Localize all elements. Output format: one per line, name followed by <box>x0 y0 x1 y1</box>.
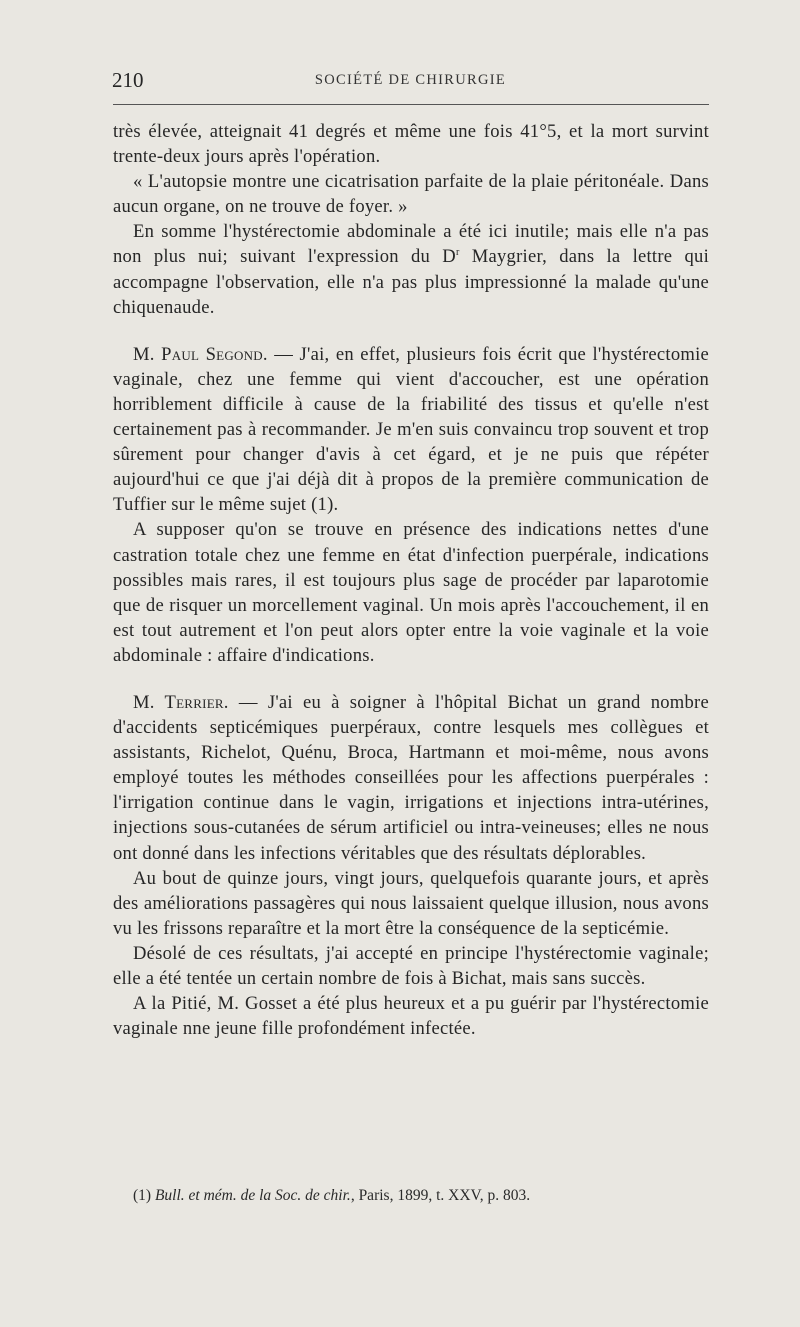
paragraph-9: A la Pitié, M. Gosset a été plus heureux et a pu guérir par l'hystérectomie vaginale nne jeune fille profondément infectée. <box>113 993 709 1040</box>
terrier-text: — J'ai eu à soigner à l'hôpital Bichat un grand nombre d'accidents septicémiques puerpéraux, contre lesquels mes collègues et assistants, Richelot, Quénu, Broca, Hartmann et moi-même, nous avons employé toutes les méthodes conseillées pour les affections puerpérales : l'irrigation continue dans le vagin, irrigations et injections intra-utérines, injections sous-cutanées de sérum artificiel ou intra-veineuses; elles ne nous ont donné dans les infections véritables que des résultats déplorables. <box>113 691 709 864</box>
footnote-journal: Bull. et mém. de la Soc. de chir. <box>154 1187 351 1204</box>
footnote-citation: , Paris, 1899, t. XXV, p. 803. <box>350 1187 531 1204</box>
paragraph-5: A supposer qu'on se trouve en présence des indications nettes d'une castration totale chez une femme en état d'infection puerpérale, indications possibles mais rares, il est toujours plus sage de procéder par laparotomie que de risquer un morcellement vaginal. Un mois après l'accouchement, il en est tout autrement et l'on peut alors opter entre la voie vaginale et la voie abdominale : affaire d'indications. <box>113 519 709 666</box>
page-header <box>112 68 709 98</box>
paragraph-2: « L'autopsie montre une cicatrisation parfaite de la plaie péritonéale. Dans aucun organe, on ne trouve de foyer. » <box>113 171 709 218</box>
body-text <box>113 119 709 1041</box>
speaker-terrier: M. Terrier. <box>133 691 229 713</box>
footnote <box>133 1186 693 1206</box>
paragraph-3 <box>113 219 709 319</box>
running-title: SOCIÉTÉ DE CHIRURGIE <box>314 72 507 88</box>
footnote-marker: (1) <box>133 1187 155 1204</box>
header-rule <box>113 104 709 105</box>
page-number: 210 <box>112 68 144 92</box>
paragraph-segond <box>113 342 709 518</box>
paragraph-3-text-start: En somme l'hystérectomie abdominale a été ici inutile; mais elle n'a pas non plus nui; suivant l'expression du D <box>113 221 709 268</box>
doctor-superscript: r <box>455 247 460 259</box>
speaker-segond: M. Paul Segond. <box>133 343 268 365</box>
paragraph-7: Au bout de quinze jours, vingt jours, quelquefois quarante jours, et après des améliorations passagères qui nous laissaient quelque illusion, nous avons vu les frissons reparaître et la mort être la conséquence de la septicémie. <box>113 867 709 939</box>
paragraph-8: Désolé de ces résultats, j'ai accepté en principe l'hystérectomie vaginale; elle a été tentée un certain nombre de fois à Bichat, mais sans succès. <box>113 942 709 989</box>
paragraph-3-text-end: Maygrier, dans la lettre qui accompagne l'observation, elle n'a pas plus impressionné la malade qu'une chiquenaude. <box>113 246 709 318</box>
paragraph-1: très élevée, atteignait 41 degrés et même une fois 41°5, et la mort survint trente-deux jours après l'opération. <box>113 121 709 168</box>
segond-text: — J'ai, en effet, plusieurs fois écrit que l'hystérectomie vaginale, chez une femme qui vient d'accoucher, est une opération horriblement difficile à cause de la friabilité des tissus et qu'elle n'est certainement pas à recommander. Je m'en suis convaincu trop souvent et trop sûrement pour changer d'avis à cet égard, et je ne puis que répéter aujourd'hui ce que j'ai déjà dit à propos de la première communication de Tuffier sur le même sujet (1). <box>113 343 709 516</box>
paragraph-terrier <box>113 690 709 866</box>
